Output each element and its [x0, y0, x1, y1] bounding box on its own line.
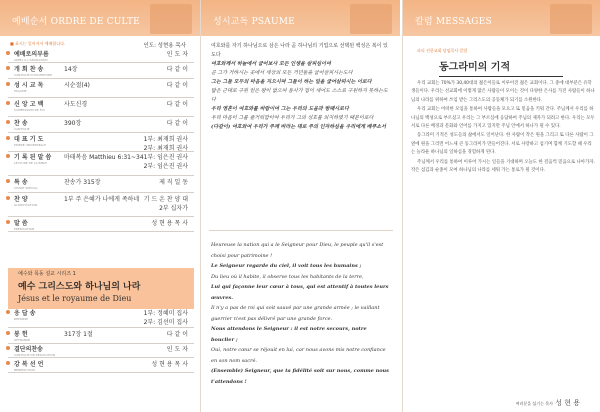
- order-item-french: CANTIQUE D'OUVERTURE: [14, 73, 53, 77]
- order-item-person: 다 같 이: [166, 331, 188, 338]
- divider: [209, 230, 393, 231]
- psalm-verse: 곧 그가 거하시는 곳에서 세상의 모든 거민들을 굽어살피시는도다: [211, 70, 353, 76]
- message-paragraph: 우리 교회는 70%가 30,40대의 젊은이들로 이루어진 젊은 교회이다. 그 중에 대부분은 유학생들이다. 우리는 선교회에 이렇게 많은 사람들이 모이는 것이 다양한 은사를 가진 사람들이 하나님의 나라를 위하여 쓰임 받는 그리스도의 공동체가 되기를 소원한다.: [411, 81, 595, 103]
- psalm-verse: (Ensemble) Seigneur, que ta fidélité soit sur nous, comme nous t'attendons !: [211, 368, 389, 385]
- bullet-icon: [6, 101, 10, 105]
- order-of-worship-column: [0, 0, 200, 412]
- sermon-banner: [8, 268, 194, 309]
- sermon-series-tag: 예수와 목동 설교 시리즈 1: [18, 271, 76, 277]
- order-item-person: 다 같 이: [166, 66, 188, 73]
- order-item-french: PRÉDICATION: [14, 227, 35, 231]
- order-item-french: CHANT SPECIAL: [14, 186, 38, 190]
- order-item-name: 개 회 찬 송: [14, 66, 44, 73]
- order-item-name: 찬 양: [14, 196, 28, 203]
- order-item-french: OFFRANDE: [14, 338, 31, 342]
- order-item-person-2: 2부: 최재희 권사: [143, 145, 188, 152]
- bullet-icon: [6, 331, 10, 335]
- order-item-french: CANTIQUE: [14, 127, 30, 131]
- order-item-person: 인 도 자: [166, 51, 188, 58]
- signature-prefix: 여러분을 섬기는 목사: [515, 401, 554, 406]
- order-header: [0, 0, 200, 36]
- order-item-detail: 14장: [64, 66, 78, 73]
- order-item-name: 결단의찬송: [14, 346, 43, 353]
- order-item-detail: 390장: [64, 120, 82, 127]
- bullet-icon: [6, 346, 10, 350]
- order-item: [8, 152, 194, 176]
- sermon-title-french: Jésus et le royaume de Dieu: [18, 294, 132, 303]
- order-item-name: 응 답 송: [14, 310, 36, 317]
- bullet-icon: [6, 82, 10, 86]
- order-item: [8, 359, 194, 373]
- bullet-icon: [6, 51, 10, 55]
- order-item-french: RÉPONSE: [14, 317, 29, 321]
- order-item-french: CONFESSION DE FOI: [14, 108, 45, 112]
- psalm-french-text: [211, 240, 391, 387]
- message-paragraph: 동그라미 기적은 성도들의 삶에서도 일어난다. 한 사람이 작은 원을 그리고 또 다른 사람이 그 옆에 원을 그리면 어느새 큰 동그라미가 만들어진다. 서로 사랑하고 섬기며 함께 기도할 때 우리는 놀라운 하나님의 일하심을 경험하게 된다.: [411, 133, 594, 156]
- order-header-title: 예배순서 ORDRE DE CULTE: [12, 17, 140, 27]
- psalm-verse: 여호와께서 하늘에서 굽어보사 모든 인생을 살피심이여: [211, 61, 331, 67]
- message-body: [411, 80, 595, 176]
- psalm-verse: Lui qui façonne leur cœur à tous, qui est attentif à toutes leurs œuvres.: [211, 284, 389, 301]
- psalm-verse: Le Seigneur regarde du ciel, il voit tous les humains ;: [211, 263, 362, 269]
- psalm-verse: (다같이) 여호와여 우리가 주께 바라는 대로 주의 인자하심을 우리에게 베푸소서: [211, 124, 386, 130]
- order-item-french: PRIÈRE UNIVERSELLE: [14, 143, 47, 147]
- psalm-header: [201, 0, 400, 36]
- order-item-person: 1부: 정혜미 집사: [143, 310, 188, 317]
- order-item-detail: 시순절(4): [64, 82, 90, 89]
- messages-header-title: 칼럼 MESSAGES: [415, 17, 492, 27]
- psalm-header-title: 성시교독 PSAUME: [213, 17, 295, 27]
- order-item-french: GLORIFICATION: [14, 203, 38, 207]
- order-item: [8, 134, 194, 152]
- psalm-verse: Heureuse la nation qui a le Seigneur pour Dieu, le peuple qu'il s'est choisi pour patrimoine !: [211, 242, 384, 259]
- psalm-verse: 우리 영혼이 여호와를 바람이여 그는 우리의 도움과 방패시로다: [211, 106, 349, 112]
- order-item-french: LECTURE DE LA BIBLE: [14, 161, 48, 165]
- order-item: [8, 118, 194, 133]
- header-decoration-image: [150, 4, 192, 34]
- order-item-detail: 사도신경: [64, 101, 88, 108]
- column-caption: 파리 선한교회 담임목사 칼럼: [417, 48, 468, 53]
- psalm-verse: Il n'y a pas de roi qui soit sauvé par une grande armée ; le vaillant guerrier n'est pas délivré par une grande force.: [211, 305, 380, 322]
- bullet-icon: [6, 136, 10, 140]
- messages-column: [402, 0, 600, 412]
- coffee-cup-illustration: [550, 4, 592, 34]
- psalm-korean-text: [211, 42, 391, 132]
- order-item-detail: 1부 주 은혜가 나에게 족하네: [64, 196, 140, 203]
- order-item-name: 기 록 된 말 씀: [14, 154, 52, 161]
- sermon-title-korean: 예수 그리스도와 하나님의 나라: [18, 282, 141, 292]
- order-item-person: 다 같 이: [166, 101, 188, 108]
- order-item-person: 다 같 이: [166, 82, 188, 89]
- message-paragraph: 주님께서 우리를 통하여 이루어 가시는 일들을 기대하며 오늘도 한 걸음씩 믿음으로 나아가자. 작은 섬김과 순종이 모여 하나님의 나라를 세워 가는 통로가 될 것이다.: [411, 159, 595, 174]
- bullet-icon: [6, 120, 10, 124]
- order-item: [8, 194, 194, 217]
- order-item-name: 대 표 기 도: [14, 136, 44, 143]
- signature-name: 성 현 용: [555, 399, 580, 407]
- psalm-verse: Oui, notre cœur se réjouit en lui, car nous avons mis notre confiance en son nom sacré.: [211, 347, 386, 364]
- bullet-icon: [6, 154, 10, 158]
- order-item-name: 말 씀: [14, 220, 28, 227]
- order-item-name: 강 복 선 언: [14, 361, 44, 368]
- order-item: [8, 177, 194, 193]
- standing-note: ■ 표시는 일어서서 예배합니다.: [10, 41, 66, 46]
- order-item: [8, 49, 194, 63]
- order-item: [8, 329, 194, 344]
- bullet-icon: [6, 196, 10, 200]
- order-item-french: PSAUME: [14, 89, 27, 93]
- pastor-signature: [516, 398, 580, 408]
- order-item-person: 기 드 온 찬 양 대: [143, 196, 188, 203]
- psalm-verse: 여호와를 자기 하나님으로 삼은 나라 곧 하나님의 기업으로 선택된 백성은 복이 있도다: [211, 43, 388, 58]
- order-item-detail: 317장 1절: [64, 331, 93, 338]
- order-item-person-2: 2부: 김선미 집사: [143, 319, 188, 326]
- bullet-icon: [6, 361, 10, 365]
- order-item-french: BÉNÉDICTION: [14, 368, 35, 372]
- order-item-detail: 찬송가 315장: [64, 179, 101, 186]
- worship-leader: 인도: 성현용 목사: [143, 43, 186, 49]
- order-item-name: 예배로의부름: [14, 51, 49, 58]
- bullet-icon: [6, 66, 10, 70]
- book-illustration: [350, 4, 392, 34]
- order-item-person-2: 2부 십자가: [159, 205, 188, 212]
- order-item-french: APPEL À L'ADORATION: [14, 58, 48, 62]
- psalm-verse: 우리 마음이 그를 즐거워함이여 우리가 그의 성호를 의지하였기 때문이로다: [211, 115, 374, 121]
- order-item: [8, 99, 194, 117]
- order-item-person: 다 같 이: [166, 120, 188, 127]
- order-item: [8, 64, 194, 79]
- order-item-person: 성 현 용 목 사: [151, 220, 188, 227]
- order-item: [8, 218, 194, 232]
- order-item-name: 봉 헌: [14, 331, 28, 338]
- order-item: [8, 344, 194, 358]
- order-item-name: 찬 송: [14, 120, 28, 127]
- bullet-icon: [6, 220, 10, 224]
- order-item-person: 성 현 용 목 사: [151, 361, 188, 368]
- psalm-verse: Du lieu où il habite, il observe tous les habitants de la terre,: [211, 273, 364, 280]
- bullet-icon: [6, 179, 10, 183]
- psalm-verse: 그는 그들 모두의 마음을 지으시며 그들이 하는 일을 굽어살피시는 이로다: [211, 79, 372, 85]
- bullet-icon: [6, 310, 10, 314]
- order-item-name: 특 송: [14, 179, 28, 186]
- order-item-french: CANTIQUE DE RÉSOLUTION: [14, 353, 55, 357]
- message-paragraph: 우리 교회는 어떠한 모임을 통하여 사람들을 모으고 또 믿음을 키워 간다. 주님께서 우리를 하나님의 백성으로 부르셨고 우리는 그 부르심에 응답하여 주님의 제자가 되려고 한다. 우리는 모두 서로 다른 배경과 문화와 언어를 가지고 있지만 주님 안에서 하나가 될 수 있다.: [411, 107, 595, 130]
- order-item-name: 성 시 교 독: [14, 82, 44, 89]
- order-item-name: 신 앙 고 백: [14, 101, 44, 108]
- order-item: [8, 80, 194, 98]
- psalm-column: [200, 0, 400, 412]
- order-item: [8, 308, 194, 328]
- psalm-verse: Nous attendons le Seigneur : il est notre secours, notre bouclier ;: [211, 326, 367, 343]
- message-title: 동그라미의 기적: [439, 58, 510, 73]
- order-item-detail: 마태복음 Matthieu 6:31~34: [64, 154, 144, 161]
- order-item-person: 인 도 자: [166, 346, 188, 353]
- order-item-person: 1부: 임은진 권사: [143, 154, 188, 161]
- order-item-person: 제 직 일 동: [159, 179, 188, 186]
- order-item-person-2: 2부: 임은진 권사: [143, 163, 188, 170]
- psalm-verse: 많은 군대로 구원 얻은 왕이 없으며 용사가 힘이 세어도 스스로 구원하지 못하는도다: [211, 88, 388, 103]
- order-item-person: 1부: 최재희 권사: [143, 136, 188, 143]
- messages-header: [403, 0, 600, 36]
